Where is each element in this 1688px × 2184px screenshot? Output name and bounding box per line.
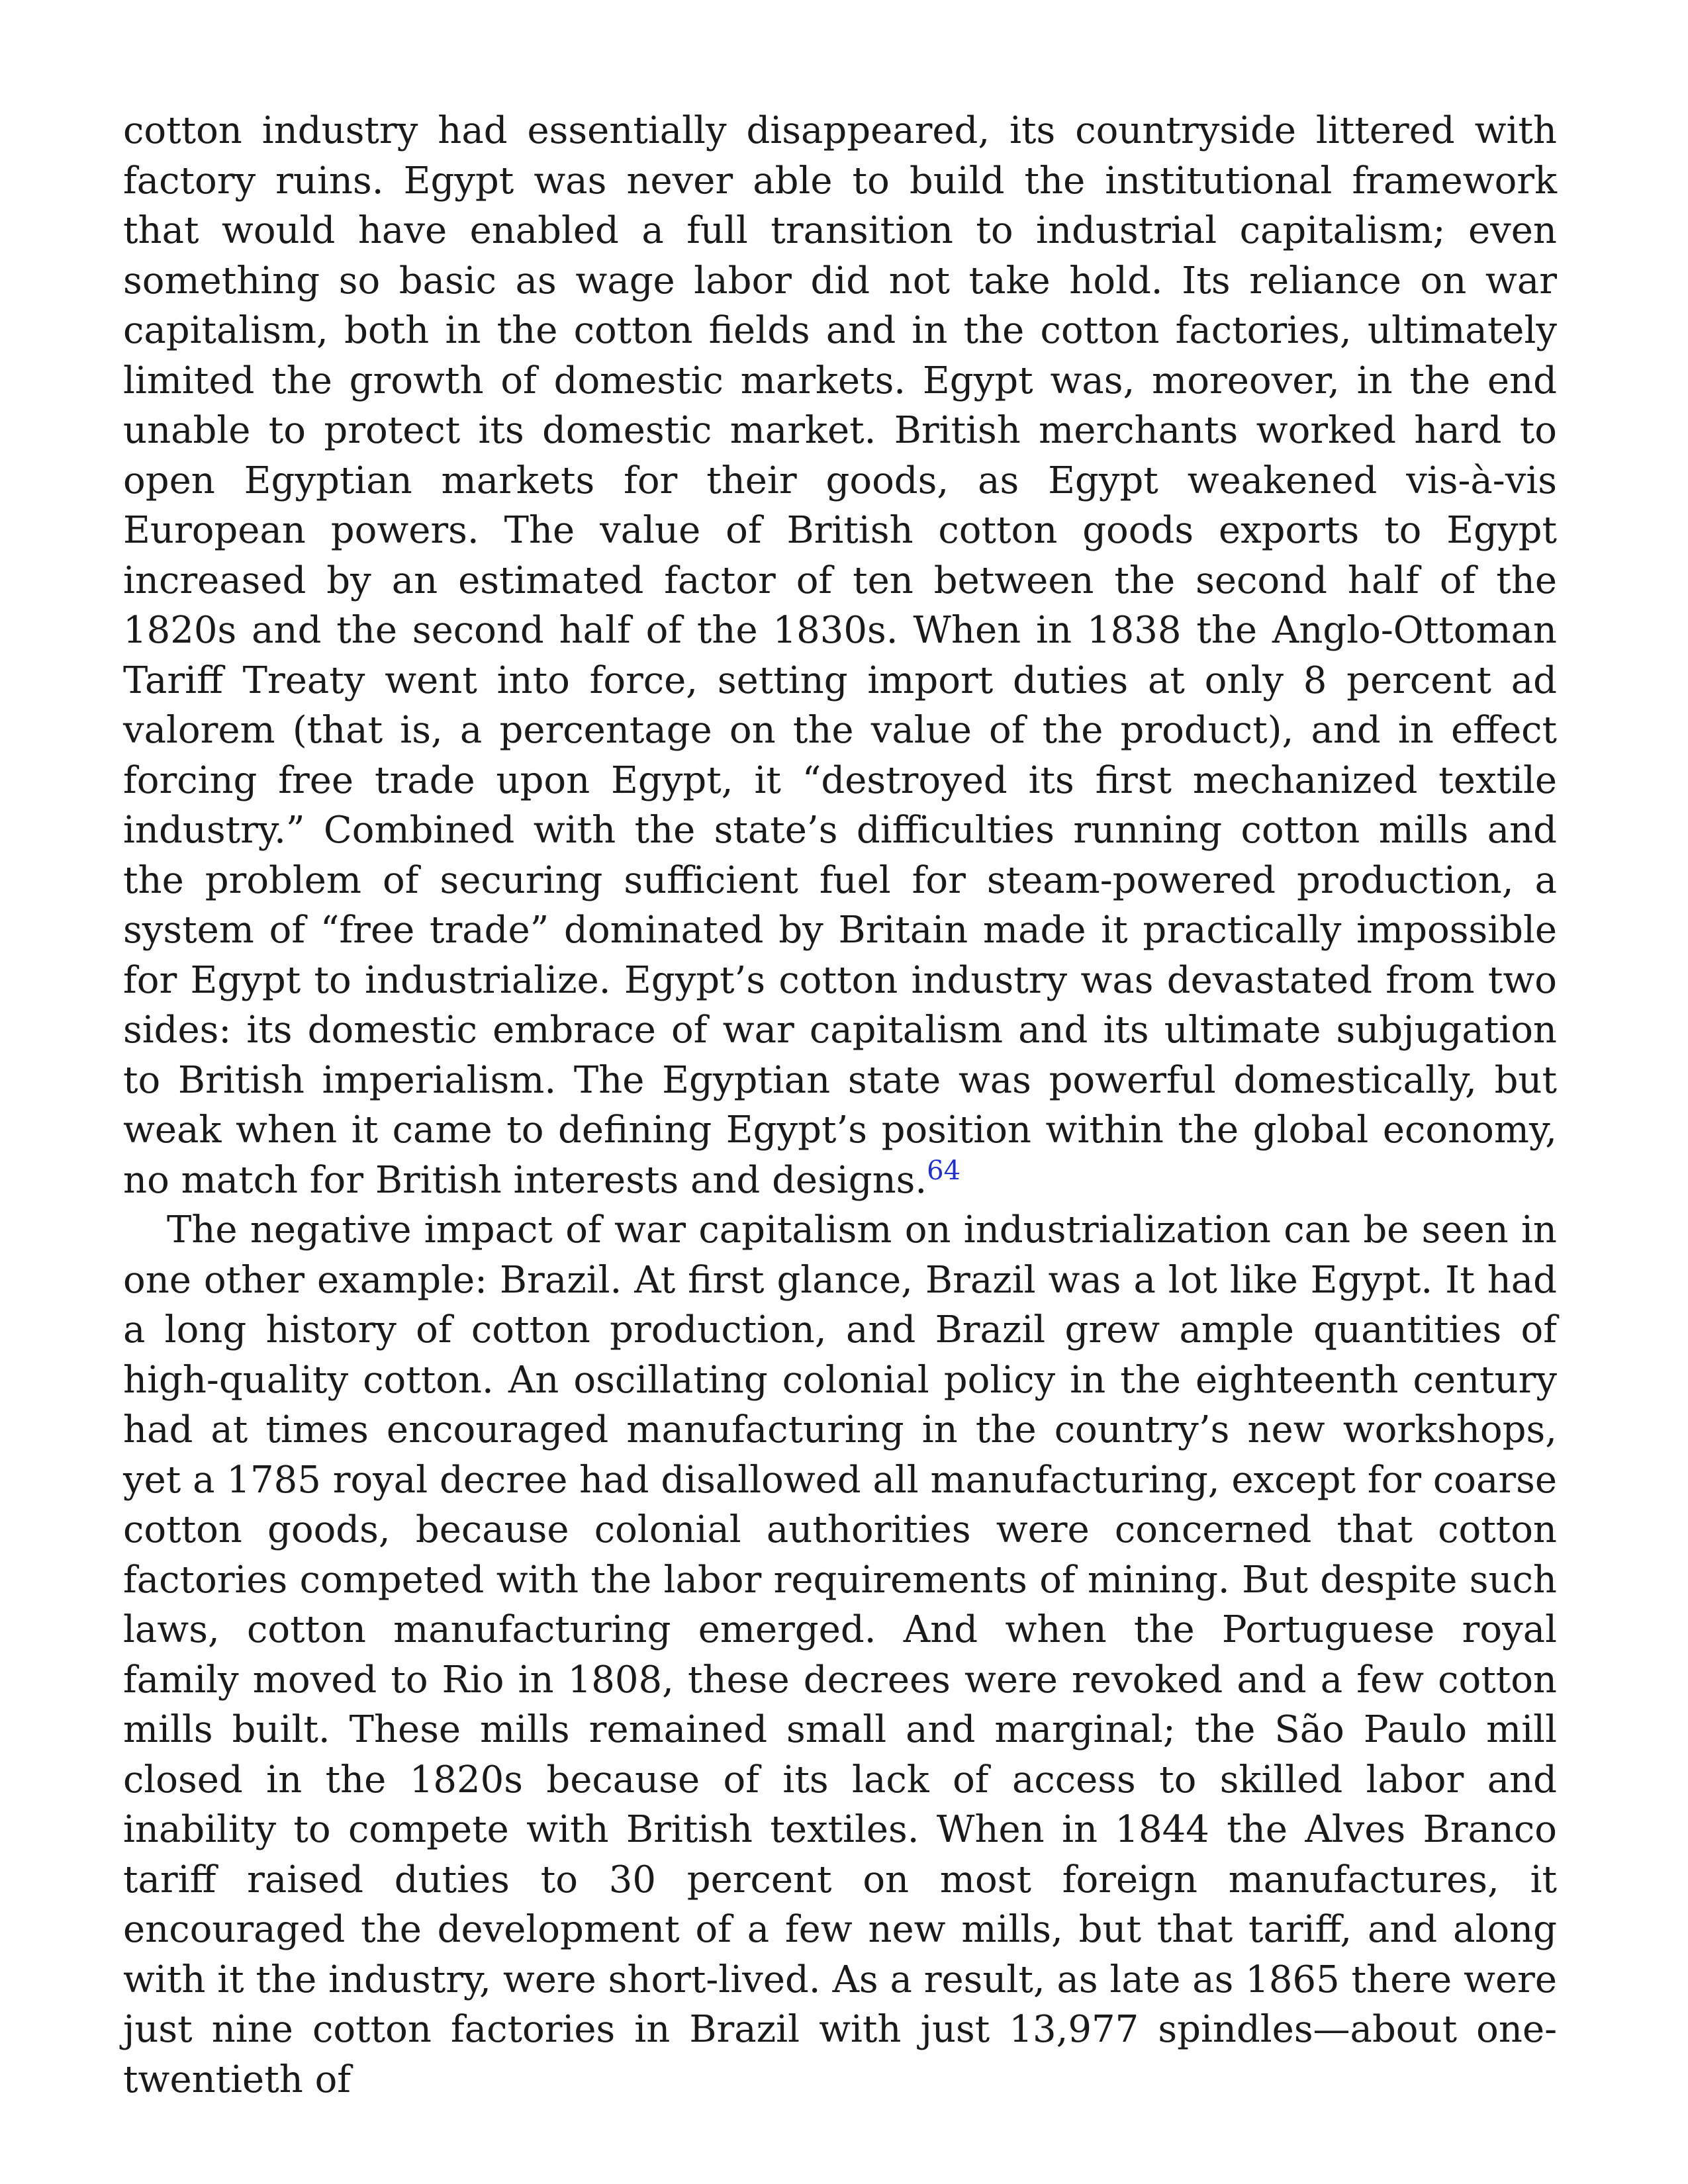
- page-body: [123, 106, 1557, 2105]
- paragraph: [123, 106, 1557, 1205]
- paragraph-text: The negative impact of war capitalism on industrialization can be seen in one other example: Brazil. At first glance, Brazil was a lot like Egypt. It had a long history of cotton production, and Brazil grew ample quantities of high-quality cotton. An oscillating colonial policy in the eighteenth century had at times encouraged manufacturing in the country’s new workshops, yet a 1785 royal decree had disallowed all manufacturing, except for coarse cotton goods, because colonial authorities were concerned that cotton factories competed with the labor requirements of mining. But despite such laws, cotton manufacturing emerged. And when the Portuguese royal family moved to Rio in 1808, these decrees were revoked and a few cotton mills built. These mills remained small and marginal; the São Paulo mill closed in the 1820s because of its lack of access to skilled labor and inability to compete with British textiles. When in 1844 the Alves Branco tariff raised duties to 30 percent on most foreign manufactures, it encouraged the development of a few new mills, but that tariff, and along with it the industry, were short-lived. As a result, as late as 1865 there were just nine cotton factories in Brazil with just 13,977 spindles—about one-twentieth of: [123, 1208, 1557, 2101]
- paragraph: [123, 1205, 1557, 2105]
- footnote-link[interactable]: 64: [927, 1155, 961, 1186]
- paragraph-text: cotton industry had essentially disappeared, its countryside littered with factory ruins. Egypt was never able to build the institutional framework that would have enabled a full transition to industrial capitalism; even something so basic as wage labor did not take hold. Its reliance on war capitalism, both in the cotton fields and in the cotton factories, ultimately limited the growth of domestic markets. Egypt was, moreover, in the end unable to protect its domestic market. British merchants worked hard to open Egyptian markets for their goods, as Egypt weakened vis-à-vis European powers. The value of British cotton goods exports to Egypt increased by an estimated factor of ten between the second half of the 1820s and the second half of the 1830s. When in 1838 the Anglo-Ottoman Tariff Treaty went into force, setting import duties at only 8 percent ad valorem (that is, a percentage on the value of the product), and in effect forcing free trade upon Egypt, it “destroyed its first mechanized textile industry.” Combined with the state’s difficulties running cotton mills and the problem of securing sufficient fuel for steam-powered production, a system of “free trade” dominated by Britain made it practically impossible for Egypt to industrialize. Egypt’s cotton industry was devastated from two sides: its domestic embrace of war capitalism and its ultimate subjugation to British imperialism. The Egyptian state was powerful domestically, but weak when it came to defining Egypt’s position within the global economy, no match for British interests and designs.: [123, 109, 1557, 1202]
